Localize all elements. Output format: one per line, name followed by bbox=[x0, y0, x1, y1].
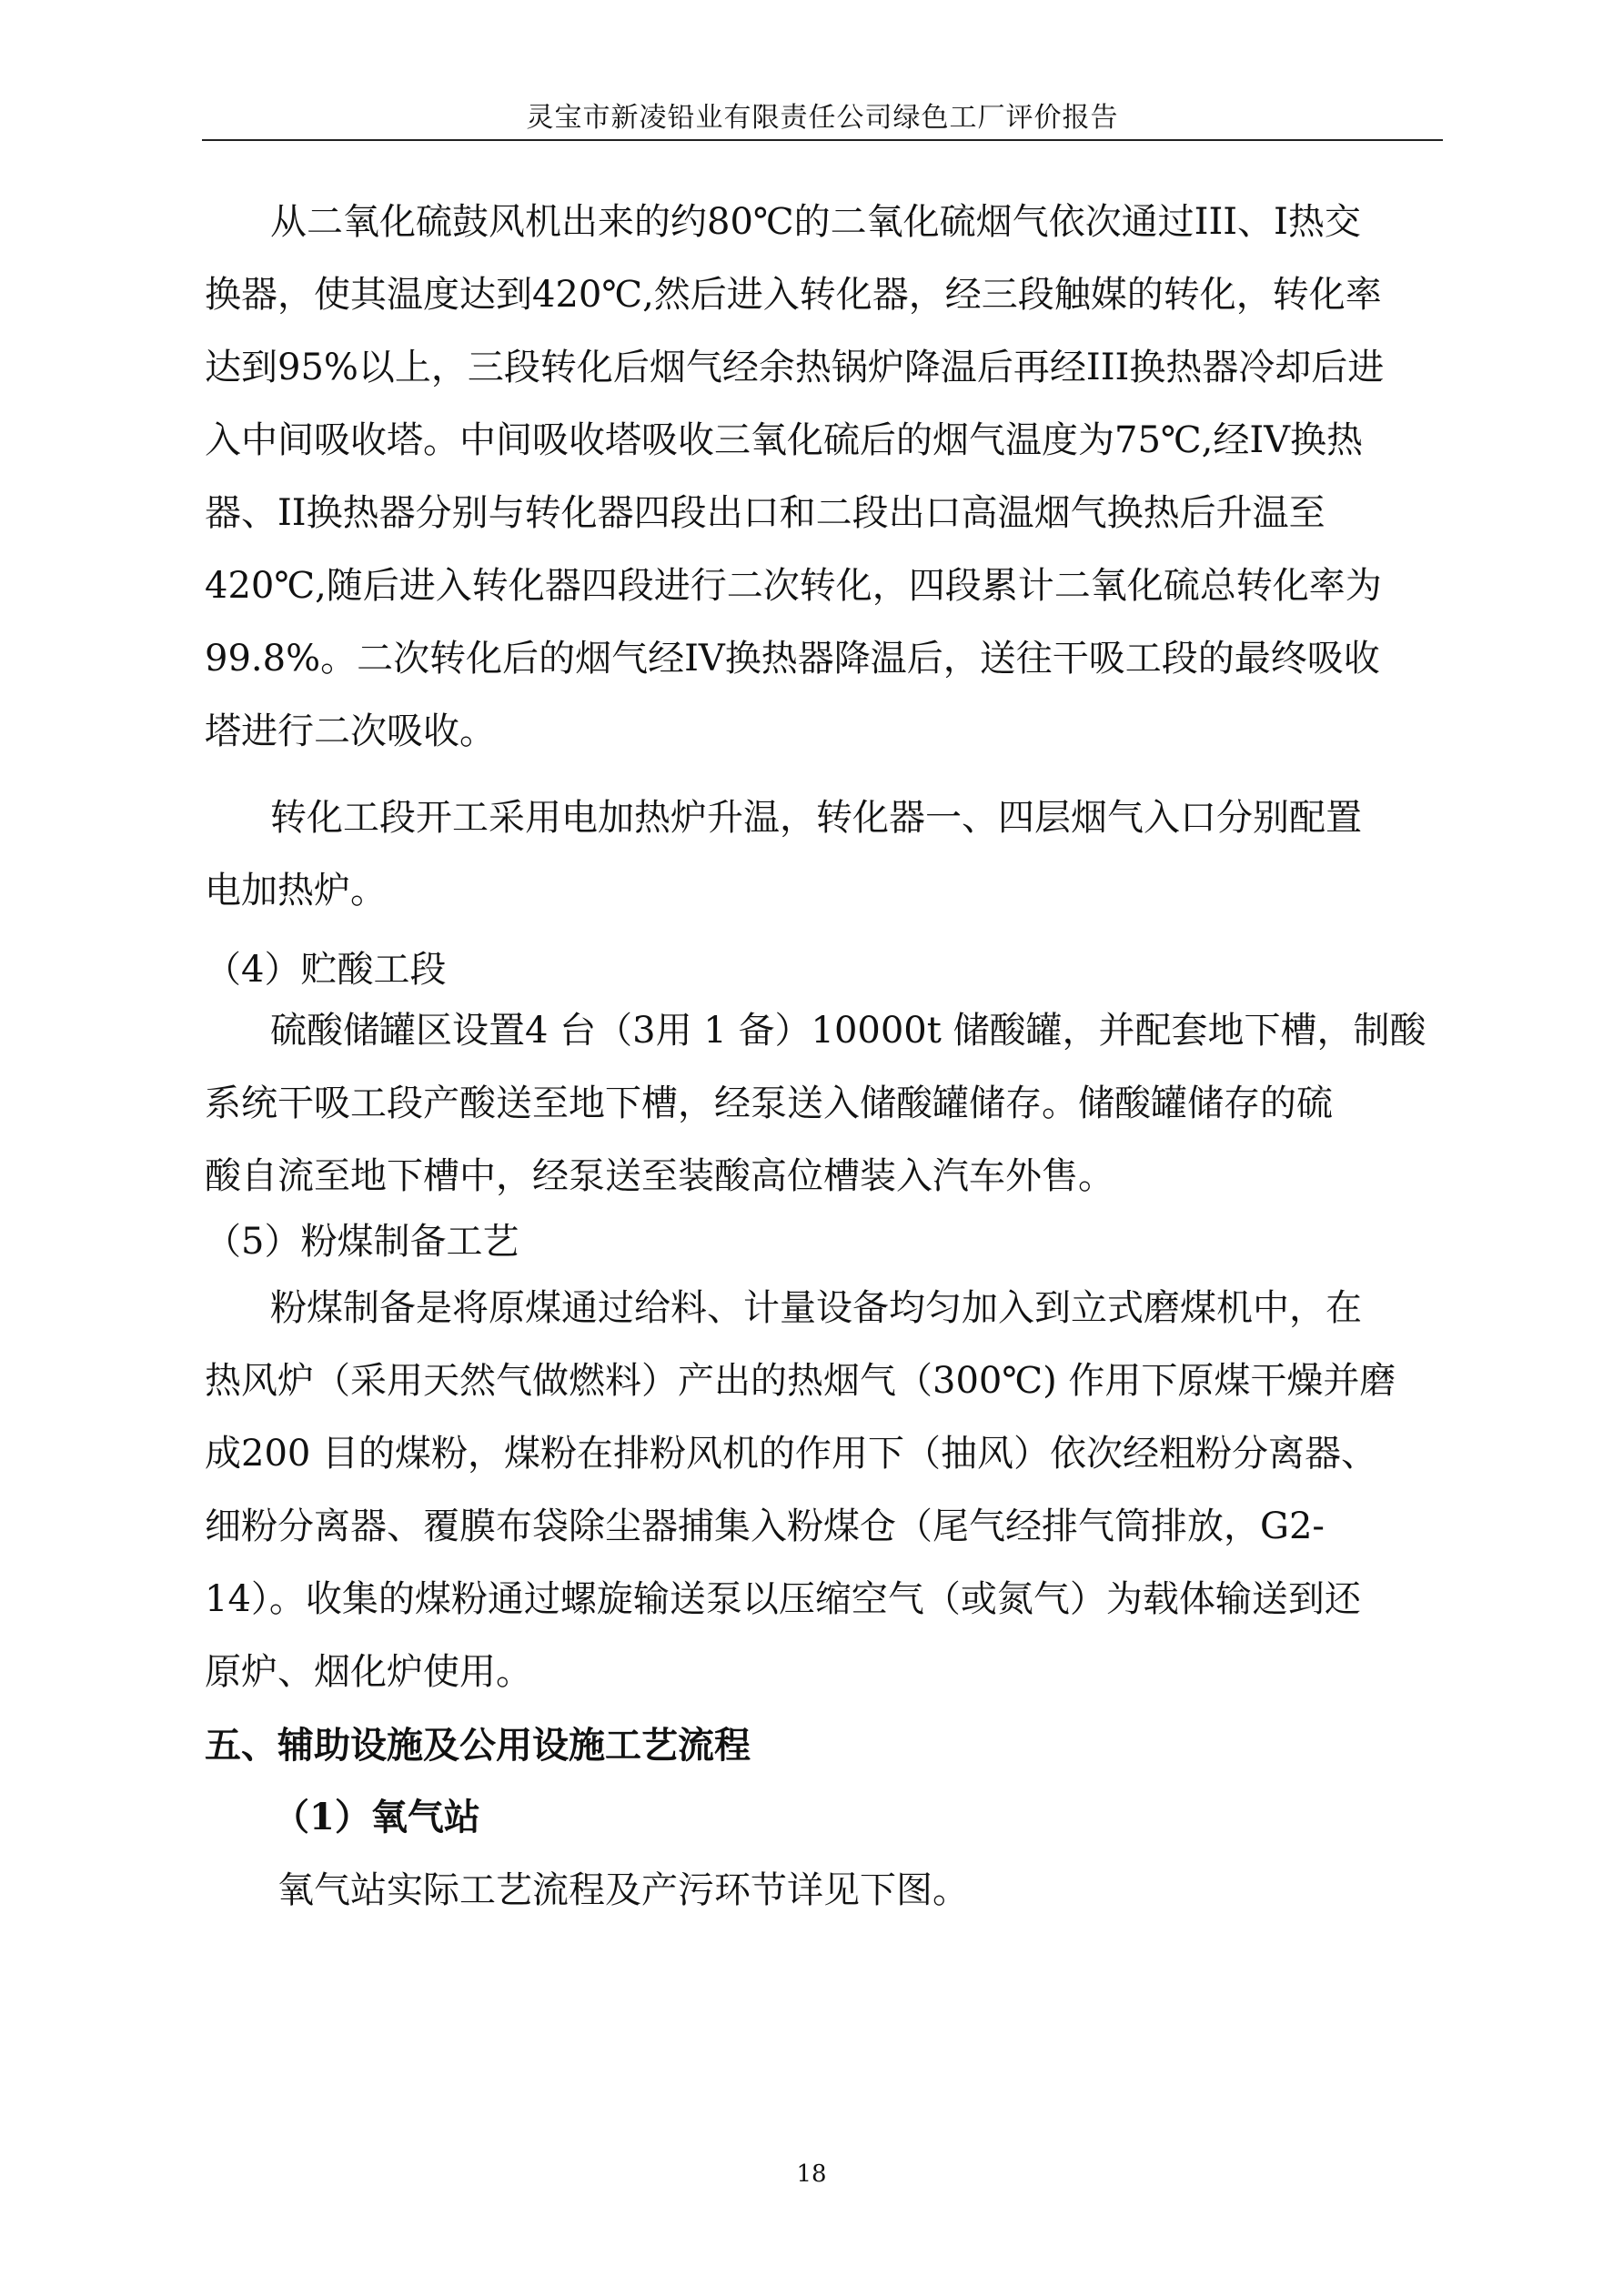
subsection-heading: （5）粉煤制备工艺 bbox=[205, 1221, 519, 1263]
body-line: 塔进行二次吸收。 bbox=[205, 710, 496, 752]
page-number: 18 bbox=[796, 2160, 827, 2188]
header-rule bbox=[202, 139, 1443, 141]
body-line: 系统干吸工段产酸送至地下槽，经泵送入储酸罐储存。储酸罐储存的硫 bbox=[205, 1083, 1333, 1124]
body-line: 热风炉（采用天然气做燃料）产出的热烟气（300℃) 作用下原煤干燥并磨 bbox=[205, 1360, 1396, 1402]
body-line: 从二氧化硫鼓风机出来的约80℃的二氧化硫烟气依次通过III、I热交 bbox=[270, 201, 1361, 243]
body-line: 原炉、烟化炉使用。 bbox=[205, 1651, 532, 1693]
body-line: 酸自流至地下槽中，经泵送至装酸高位槽装入汽车外售。 bbox=[205, 1155, 1114, 1197]
body-line: 电加热炉。 bbox=[205, 870, 387, 911]
body-line: 420℃,随后进入转化器四段进行二次转化，四段累计二氧化硫总转化率为 bbox=[205, 565, 1382, 607]
body-line: 达到95%以上，三段转化后烟气经余热锅炉降温后再经III换热器冷却后进 bbox=[205, 347, 1385, 388]
body-line: 14）。收集的煤粉通过螺旋输送泵以压缩空气（或氮气）为载体输送到还 bbox=[205, 1578, 1361, 1620]
subsection-heading: （1）氧气站 bbox=[273, 1796, 480, 1838]
subsection-heading: （4）贮酸工段 bbox=[205, 949, 447, 991]
body-line: 转化工段开工采用电加热炉升温，转化器一、四层烟气入口分别配置 bbox=[270, 797, 1362, 839]
body-line: 99.8%。二次转化后的烟气经IV换热器降温后，送往干吸工段的最终吸收 bbox=[205, 638, 1380, 680]
body-line: 氧气站实际工艺流程及产污环节详见下图。 bbox=[277, 1869, 969, 1911]
body-line: 入中间吸收塔。中间吸收塔吸收三氧化硫后的烟气温度为75℃,经IV换热 bbox=[205, 419, 1364, 461]
section-heading: 五、辅助设施及公用设施工艺流程 bbox=[205, 1724, 751, 1767]
body-line: 换器，使其温度达到420℃,然后进入转化器，经三段触媒的转化，转化率 bbox=[205, 274, 1382, 316]
body-line: 成200 目的煤粉，煤粉在排粉风机的作用下（抽风）依次经粗粉分离器、 bbox=[205, 1433, 1378, 1475]
body-line: 细粉分离器、覆膜布袋除尘器捕集入粉煤仓（尾气经排气筒排放，G2- bbox=[205, 1505, 1325, 1547]
running-header: 灵宝市新凌铅业有限责任公司绿色工厂评价报告 bbox=[526, 102, 1119, 134]
body-line: 硫酸储罐区设置4 台（3用 1 备）10000t 储酸罐，并配套地下槽，制酸 bbox=[270, 1010, 1426, 1052]
body-line: 器、II换热器分别与转化器四段出口和二段出口高温烟气换热后升温至 bbox=[205, 492, 1326, 534]
body-line: 粉煤制备是将原煤通过给料、计量设备均匀加入到立式磨煤机中，在 bbox=[270, 1287, 1362, 1329]
